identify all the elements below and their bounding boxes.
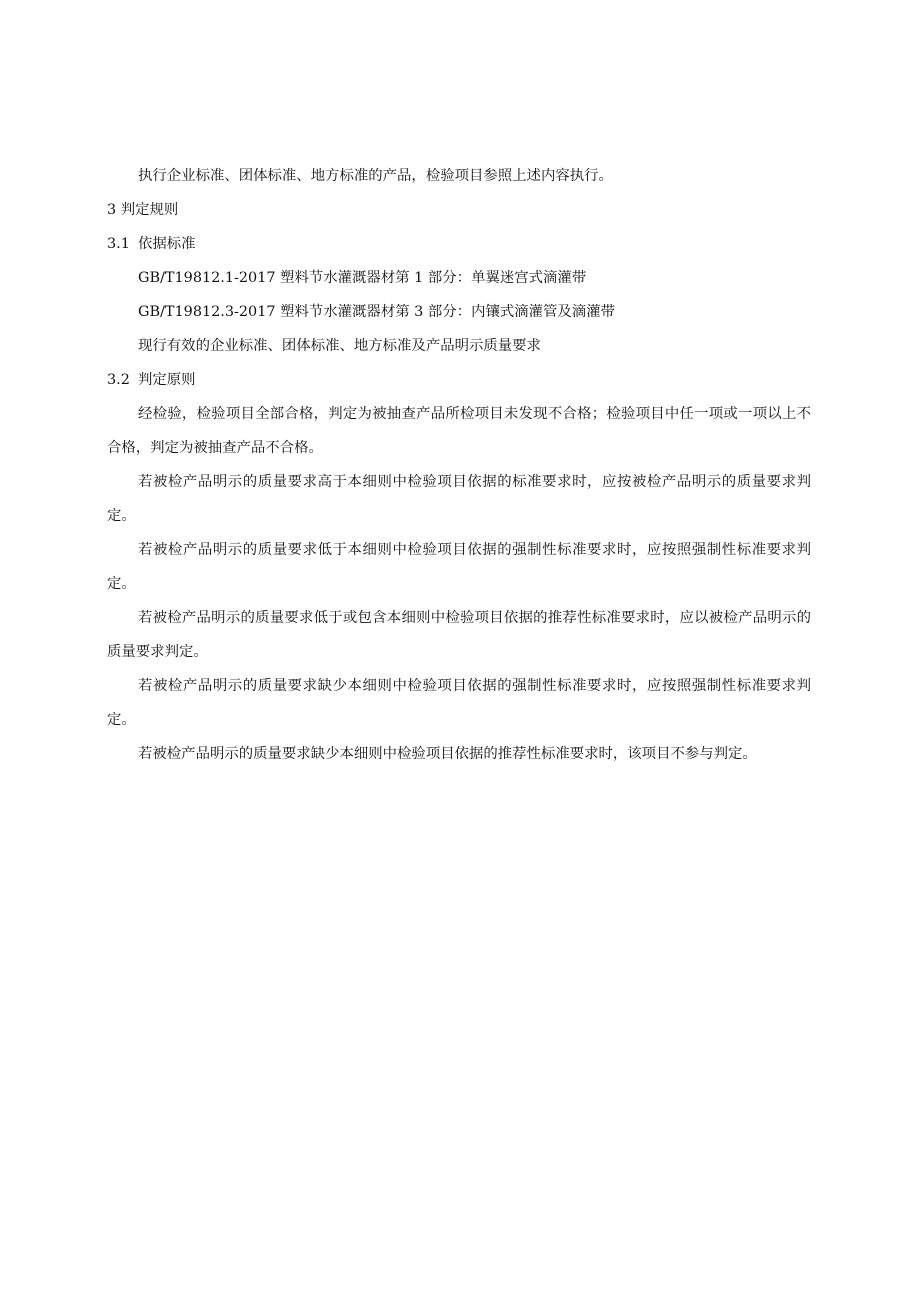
judgement-paragraph: 若被检产品明示的质量要求缺少本细则中检验项目依据的强制性标准要求时，应按照强制性标准要求判定。: [107, 678, 811, 728]
standard-item: 现行有效的企业标准、团体标准、地方标准及产品明示质量要求: [138, 338, 541, 354]
standard-item: GB/T19812.1-2017 塑料节水灌溉器材第 1 部分：单翼迷宫式滴灌带: [138, 270, 587, 286]
section-3-1-title: 依据标准: [138, 236, 196, 252]
section-3-1-number: 3.1: [107, 236, 130, 252]
document-body: [107, 159, 811, 771]
judgement-paragraph: 经检验，检验项目全部合格，判定为被抽查产品所检项目未发现不合格；检验项目中任一项或一项以上不合格，判定为被抽查产品不合格。: [107, 406, 811, 456]
section-3-2-number: 3.2: [107, 372, 130, 388]
section-3-2-title: 判定原则: [138, 372, 196, 388]
standard-item: GB/T19812.3-2017 塑料节水灌溉器材第 3 部分：内镶式滴灌管及滴灌带: [138, 304, 615, 320]
judgement-paragraph: 若被检产品明示的质量要求低于或包含本细则中检验项目依据的推荐性标准要求时，应以被检产品明示的质量要求判定。: [107, 610, 811, 660]
section-3-1-heading: [107, 227, 811, 261]
intro-paragraph: 执行企业标准、团体标准、地方标准的产品，检验项目参照上述内容执行。: [138, 168, 613, 184]
judgement-paragraph: 若被检产品明示的质量要求缺少本细则中检验项目依据的推荐性标准要求时，该项目不参与判定。: [138, 746, 757, 762]
section-3-2-heading: [107, 363, 811, 397]
judgement-paragraph: 若被检产品明示的质量要求高于本细则中检验项目依据的标准要求时，应按被检产品明示的质量要求判定。: [107, 474, 811, 524]
judgement-paragraph: 若被检产品明示的质量要求低于本细则中检验项目依据的强制性标准要求时，应按照强制性标准要求判定。: [107, 542, 811, 592]
section-3-heading: 3 判定规则: [107, 202, 179, 218]
